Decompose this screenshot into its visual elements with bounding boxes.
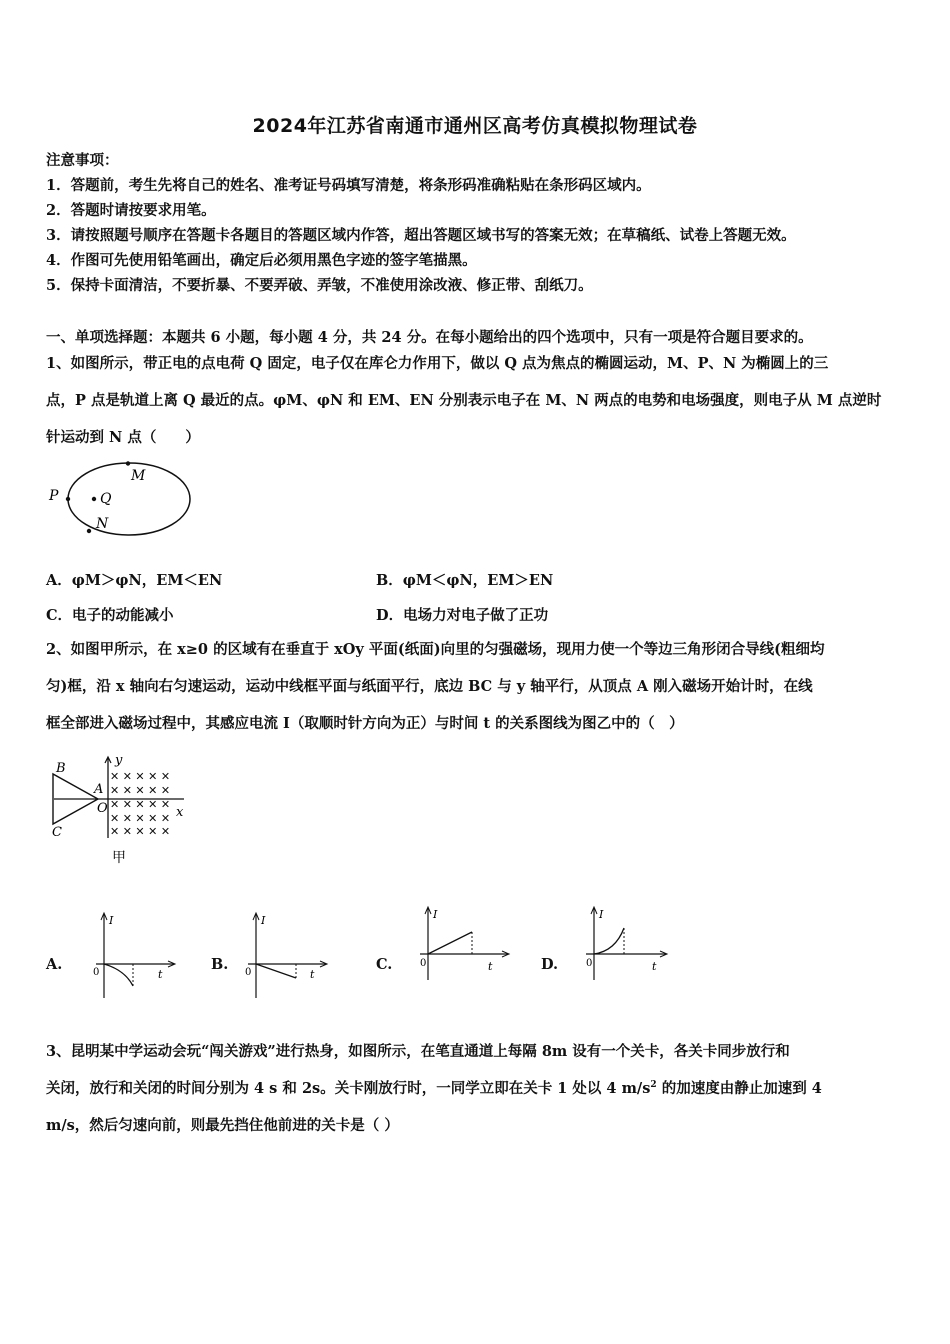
q2-stem-line: 匀)框，沿 x 轴向右匀速运动，运动中线框平面与纸面平行，底边 BC 与 y 轴平行，从顶点 A 刚入磁场开始计时，在线	[46, 678, 813, 695]
page-title: 2024年江苏省南通市通州区高考仿真模拟物理试卷	[252, 115, 698, 137]
q1-option-a: A．φM＞φN，EM＜EN	[46, 572, 223, 589]
notice-item: 1．答题前，考生先将自己的姓名、准考证号码填写清楚，将条形码准确粘贴在条形码区域内。	[46, 177, 651, 194]
q2-graph-b	[240, 910, 330, 1002]
q3-stem-line: 关闭，放行和关闭的时间分别为 4 s 和 2s。关卡刚放行时，一同学立即在关卡 1 处以 4 $m/s^2$ 的加速度由静止加速到 4	[46, 1080, 822, 1097]
svg-text:t: t	[488, 960, 493, 973]
label-a: A	[94, 782, 104, 797]
q2-option-a-label: A.	[46, 956, 63, 973]
label-n: N	[96, 516, 109, 532]
svg-text:t: t	[158, 968, 163, 981]
notice-item: 4．作图可先使用铅笔画出，确定后必须用黑色字迹的签字笔描黑。	[46, 252, 477, 269]
label-m: M	[131, 468, 146, 484]
q1-option-d: D．电场力对电子做了正功	[376, 607, 549, 624]
q3-stem-line: 3、昆明某中学运动会玩“闯关游戏”进行热身，如图所示，在笔直通道上每隔 8m 设有一个关卡，各关卡同步放行和	[46, 1043, 790, 1060]
svg-text:I: I	[109, 914, 114, 927]
section-heading: 一、单项选择题：本题共 6 小题，每小题 4 分，共 24 分。在每小题给出的四个选项中，只有一项是符合题目要求的。	[46, 329, 813, 346]
point-n-dot	[87, 529, 91, 533]
notice-heading: 注意事项：	[46, 152, 119, 169]
svg-text:0: 0	[420, 958, 427, 969]
q3-stem-line: m/s，然后匀速向前，则最先挡住他前进的关卡是（ ）	[46, 1117, 399, 1134]
svg-text:✕ ✕ ✕ ✕ ✕: ✕ ✕ ✕ ✕ ✕	[110, 784, 171, 797]
q2-graph-a	[88, 910, 178, 1002]
q1-option-b: B．φM＜φN，EM＞EN	[376, 572, 554, 589]
svg-text:0: 0	[586, 958, 593, 969]
label-o: O	[97, 801, 108, 816]
svg-text:t: t	[310, 968, 315, 981]
svg-text:0: 0	[245, 967, 252, 978]
q2-stem-line: 2、如图甲所示，在 x≥0 的区域有在垂直于 xOy 平面(纸面)向里的匀强磁场，现用力使一个等边三角形闭合导线(粗细均	[46, 641, 825, 658]
svg-text:I: I	[599, 908, 604, 921]
orbit-ellipse	[68, 463, 190, 535]
q2-graph-c	[412, 904, 512, 984]
svg-text:0: 0	[93, 967, 100, 978]
magnetic-field-crosses	[110, 770, 170, 838]
notice-item: 3．请按照题号顺序在答题卡各题目的答题区域内作答，超出答题区域书写的答案无效；在草稿纸、试卷上答题无效。	[46, 227, 796, 244]
q1-stem-line: 点，P 点是轨道上离 Q 最近的点。φM、φN 和 EM、EN 分别表示电子在 M、N 两点的电势和电场强度，则电子从 M 点逆时	[46, 392, 882, 409]
q2-graph-d	[578, 904, 670, 984]
notice-item: 5．保持卡面清洁，不要折暴、不要弄破、弄皱，不准使用涂改液、修正带、刮纸刀。	[46, 277, 593, 294]
q2-option-c-label: C.	[376, 956, 393, 973]
label-y: y	[115, 753, 123, 768]
svg-text:t: t	[652, 960, 657, 973]
svg-text:I: I	[433, 908, 438, 921]
point-m-dot	[126, 461, 130, 465]
svg-text:✕ ✕ ✕ ✕ ✕: ✕ ✕ ✕ ✕ ✕	[110, 812, 171, 825]
point-p-dot	[66, 497, 70, 501]
q2-stem-line: 框全部进入磁场过程中，其感应电流 I（取顺时针方向为正）与时间 t 的关系图线为图乙中的（ ）	[46, 715, 684, 732]
q1-option-c: C．电子的动能减小	[46, 607, 174, 624]
svg-text:✕ ✕ ✕ ✕ ✕: ✕ ✕ ✕ ✕ ✕	[110, 770, 171, 783]
label-x: x	[176, 805, 184, 820]
q1-stem-line: 针运动到 N 点（ ）	[46, 429, 200, 446]
q1-stem-line: 1、如图所示，带正电的点电荷 Q 固定，电子仅在库仑力作用下，做以 Q 点为焦点的椭圆运动，M、P、N 为椭圆上的三	[46, 355, 829, 372]
label-c: C	[52, 825, 62, 840]
label-q: Q	[100, 491, 112, 507]
svg-text:✕ ✕ ✕ ✕ ✕: ✕ ✕ ✕ ✕ ✕	[110, 825, 171, 838]
svg-text:I: I	[261, 914, 266, 927]
label-p: P	[49, 488, 59, 504]
notice-item: 2．答题时请按要求用笔。	[46, 202, 216, 219]
q2-field-figure	[44, 750, 194, 870]
figure-caption: 甲	[112, 850, 126, 866]
label-b: B	[56, 761, 66, 776]
svg-text:✕ ✕ ✕ ✕ ✕: ✕ ✕ ✕ ✕ ✕	[110, 798, 171, 811]
q2-option-b-label: B.	[211, 956, 229, 973]
q2-option-d-label: D.	[541, 956, 559, 973]
q1-ellipse-figure	[44, 458, 204, 540]
point-q-dot	[92, 497, 96, 501]
